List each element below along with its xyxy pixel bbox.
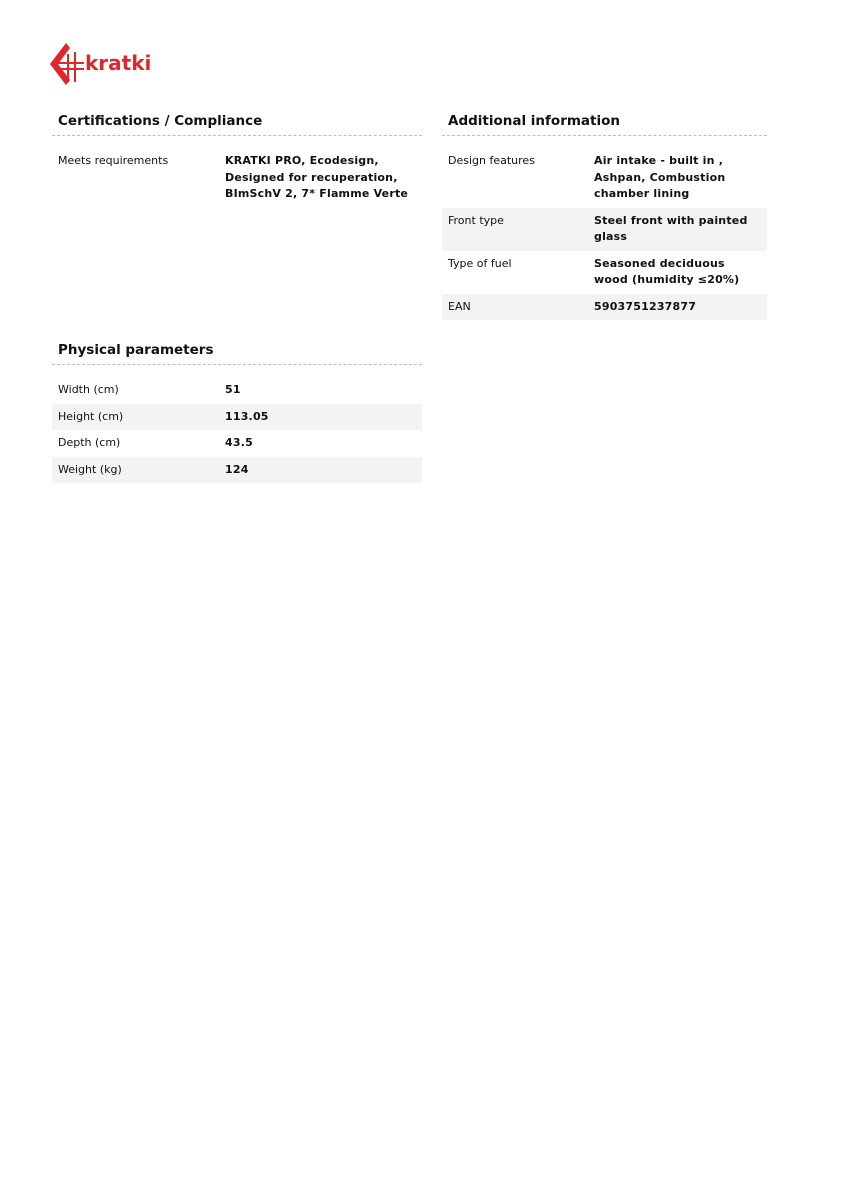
certifications-section xyxy=(52,107,422,208)
row-label: Height (cm) xyxy=(52,404,219,431)
table-row xyxy=(52,430,422,457)
row-value: 51 xyxy=(225,383,241,396)
additional-info-title: Additional information xyxy=(442,107,767,136)
row-value: Air intake - built in , Ashpan, Combustion chamber lining xyxy=(594,154,726,200)
row-value: KRATKI PRO, Ecodesign, Designed for recuperation, BImSchV 2, 7* Flamme Verte xyxy=(225,154,409,200)
row-value: 124 xyxy=(219,457,422,484)
row-value: 43.5 xyxy=(225,436,253,449)
table-row xyxy=(52,377,422,404)
additional-info-table xyxy=(442,148,767,320)
table-row xyxy=(442,251,767,294)
table-row xyxy=(52,148,422,208)
row-value: Seasoned deciduous wood (humidity ≤20%) xyxy=(594,256,740,286)
row-label: Meets requirements xyxy=(58,154,169,167)
certifications-title: Certifications / Compliance xyxy=(52,107,422,136)
physical-parameters-title: Physical parameters xyxy=(52,336,422,365)
row-label: Design features xyxy=(448,154,535,167)
row-label: Depth (cm) xyxy=(58,436,121,449)
kratki-logo xyxy=(46,42,180,88)
row-label: Width (cm) xyxy=(58,383,119,396)
certifications-table xyxy=(52,148,422,208)
row-label: Weight (kg) xyxy=(52,457,219,484)
table-row xyxy=(442,208,767,251)
row-label: EAN xyxy=(442,294,588,321)
row-value: Steel front with painted glass xyxy=(588,208,767,251)
table-row xyxy=(442,148,767,208)
table-row xyxy=(442,294,767,321)
row-label: Type of fuel xyxy=(448,256,512,270)
row-value: 5903751237877 xyxy=(588,294,767,321)
physical-parameters-section xyxy=(52,336,422,483)
table-row xyxy=(52,457,422,484)
row-label: Front type xyxy=(442,208,588,251)
kratki-logo-mark xyxy=(46,42,180,88)
logo-text: kratki xyxy=(85,51,152,75)
additional-info-section xyxy=(442,107,767,320)
table-row xyxy=(52,404,422,431)
row-value: 113.05 xyxy=(219,404,422,431)
physical-parameters-table xyxy=(52,377,422,483)
